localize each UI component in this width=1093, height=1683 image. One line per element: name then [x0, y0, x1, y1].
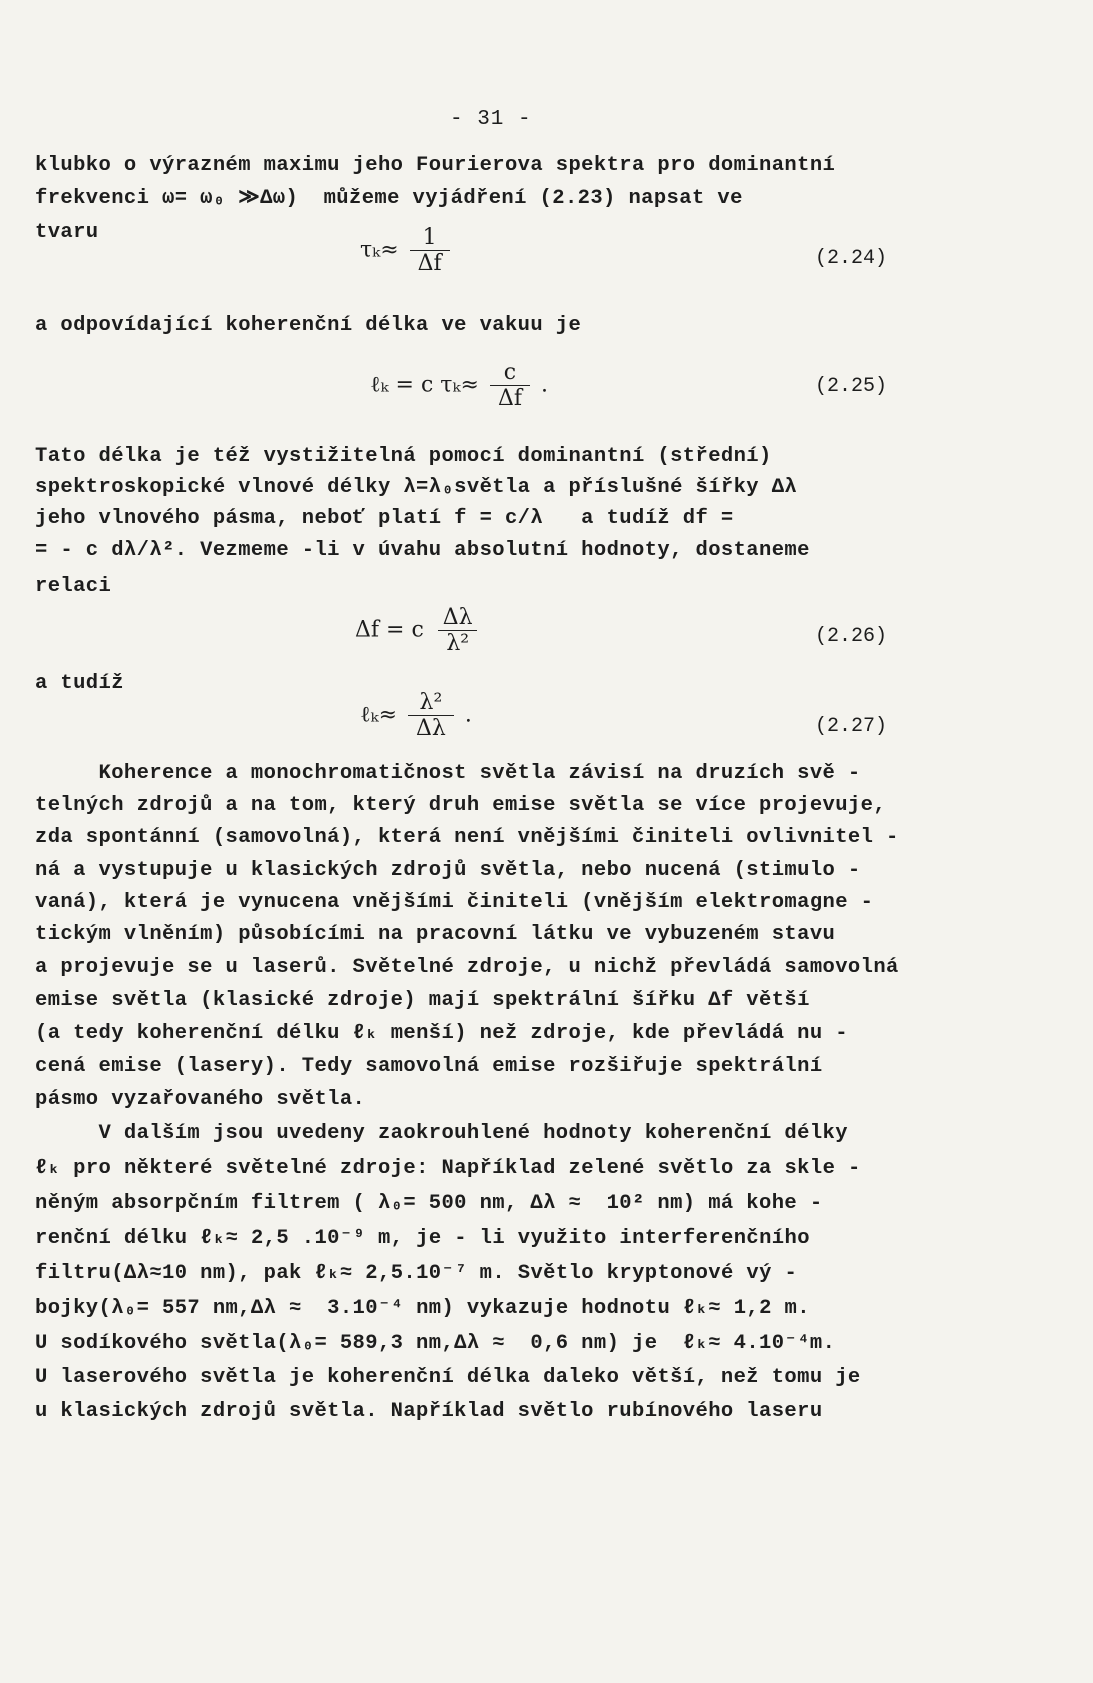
- equation-2-25: [370, 360, 548, 411]
- text-line: něným absorpčním filtrem ( λ₀= 500 nm, Δλ ≈ 10² nm) má kohe -: [35, 1192, 823, 1215]
- text-line: tvaru: [35, 221, 99, 244]
- equation-number: (2.24): [815, 247, 888, 270]
- equation-lhs: ℓₖ = c τₖ≈: [370, 372, 479, 398]
- page-number: - 31 -: [450, 108, 532, 131]
- text-line: spektroskopické vlnové délky λ=λ₀světla a příslušné šířky Δλ: [35, 476, 798, 499]
- text-line: bojky(λ₀= 557 nm,Δλ ≈ 3.10⁻⁴ nm) vykazuje hodnotu ℓₖ≈ 1,2 m.: [35, 1297, 810, 1320]
- text-line: klubko o výrazném maximu jeho Fourierova spektra pro dominantní: [35, 154, 836, 177]
- text-line: U sodíkového světla(λ₀= 589,3 nm,Δλ ≈ 0,6 nm) je ℓₖ≈ 4.10⁻⁴m.: [35, 1332, 836, 1355]
- text-line: U laserového světla je koherenční délka daleko větší, než tomu je: [35, 1366, 861, 1389]
- text-line: jeho vlnového pásma, neboť platí f = c/λ a tudíž df =: [35, 507, 734, 530]
- fraction-denominator: λ²: [438, 630, 477, 656]
- fraction-denominator: Δf: [490, 385, 530, 411]
- text-line: cená emise (lasery). Tedy samovolná emise rozšiřuje spektrální: [35, 1055, 823, 1078]
- equation-lhs: ℓₖ≈: [360, 702, 397, 728]
- equation-number: (2.27): [815, 715, 888, 738]
- text-line: = - c dλ/λ². Vezmeme -li v úvahu absolutní hodnoty, dostaneme: [35, 539, 810, 562]
- text-line: relaci: [35, 575, 112, 598]
- text-line: tickým vlněním) působícími na pracovní látku ve vybuzeném stavu: [35, 923, 836, 946]
- text-line: frekvenci ω= ω₀ ≫Δω) můžeme vyjádření (2.23) napsat ve: [35, 187, 743, 210]
- equation-2-24: [360, 225, 454, 276]
- equation-tail: .: [464, 702, 472, 728]
- equation-tail: .: [540, 372, 548, 398]
- fraction-numerator: Δλ: [442, 605, 473, 630]
- text-line: pásmo vyzařovaného světla.: [35, 1088, 366, 1111]
- fraction-numerator: λ²: [419, 690, 443, 715]
- equation-lhs: Δf = c: [355, 617, 424, 643]
- text-line: Tato délka je též vystižitelná pomocí dominantní (střední): [35, 445, 772, 468]
- text-line: renční délku ℓₖ≈ 2,5 .10⁻⁹ m, je - li využito interferenčního: [35, 1227, 810, 1250]
- text-line: telných zdrojů a na tom, který druh emise světla se více projevuje,: [35, 794, 887, 817]
- text-line: filtru(Δλ≈10 nm), pak ℓₖ≈ 2,5.10⁻⁷ m. Světlo kryptonové vý -: [35, 1262, 798, 1285]
- fraction: [410, 225, 450, 276]
- equation-2-27: [360, 690, 472, 741]
- fraction-numerator: 1: [422, 225, 437, 250]
- equation-number: (2.25): [815, 375, 888, 398]
- fraction-denominator: Δf: [410, 250, 450, 276]
- text-line: ℓₖ pro některé světelné zdroje: Například zelené světlo za skle -: [35, 1157, 861, 1180]
- equation-number: (2.26): [815, 625, 888, 648]
- text-line: V dalším jsou uvedeny zaokrouhlené hodnoty koherenční délky: [35, 1122, 848, 1145]
- text-line: Koherence a monochromatičnost světla závisí na druzích svě -: [35, 762, 861, 785]
- text-line: zda spontánní (samovolná), která není vnějšími činiteli ovlivnitel -: [35, 826, 899, 849]
- text-line: u klasických zdrojů světla. Například světlo rubínového laseru: [35, 1400, 823, 1423]
- text-line: ná a vystupuje u klasických zdrojů světla, nebo nucená (stimulo -: [35, 859, 861, 882]
- fraction-numerator: c: [503, 360, 517, 385]
- text-line: vaná), která je vynucena vnějšími činiteli (vnějším elektromagne -: [35, 891, 874, 914]
- fraction: [435, 605, 481, 656]
- fraction-denominator: Δλ: [408, 715, 454, 741]
- equation-lhs: τₖ≈: [360, 237, 399, 263]
- text-line: emise světla (klasické zdroje) mají spektrální šířku Δf větší: [35, 989, 810, 1012]
- text-line: a odpovídající koherenční délka ve vakuu je: [35, 314, 582, 337]
- fraction: [490, 360, 530, 411]
- text-line: (a tedy koherenční délku ℓₖ menší) než zdroje, kde převládá nu -: [35, 1022, 848, 1045]
- fraction: [408, 690, 454, 741]
- text-line: a tudíž: [35, 672, 124, 695]
- equation-2-26: [355, 605, 485, 656]
- text-line: a projevuje se u laserů. Světelné zdroje, u nichž převládá samovolná: [35, 956, 899, 979]
